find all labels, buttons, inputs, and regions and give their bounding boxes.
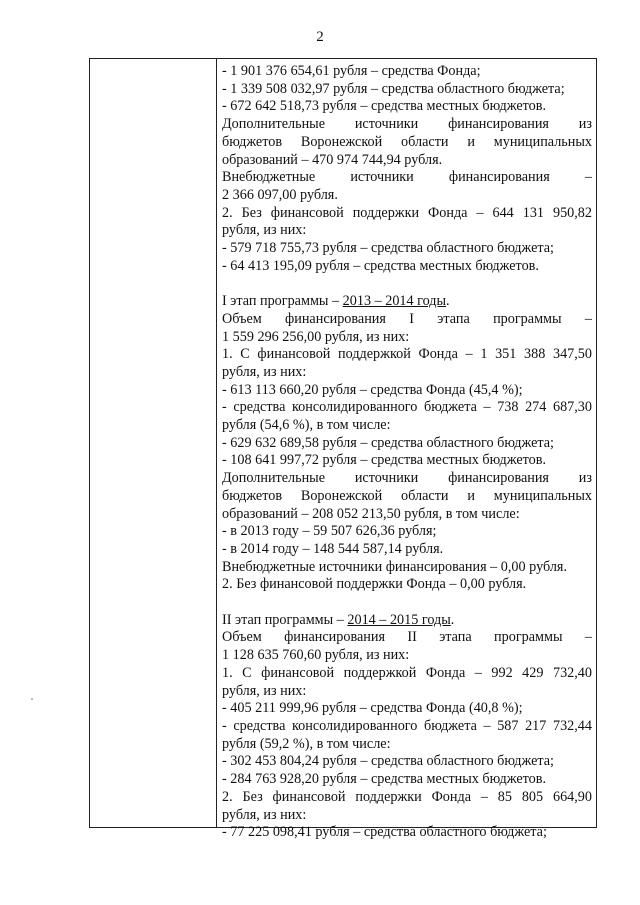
table-right-column xyxy=(217,59,596,841)
text-line: бюджетов Воронежской области и муниципальных xyxy=(222,133,592,150)
heading-period: 2014 – 2015 годы xyxy=(347,611,451,628)
text-line: - 77 225 098,41 рубля – средства областного бюджета; xyxy=(222,824,547,841)
text-line: - средства консолидированного бюджета – 587 217 732,44 xyxy=(222,717,592,734)
text-line: рубля, из них: xyxy=(222,222,307,239)
text-line: - 1 901 376 654,61 рубля – средства Фонда; xyxy=(222,63,481,79)
text-line: - 629 632 689,58 рубля – средства областного бюджета; xyxy=(222,434,554,451)
text-line: - 302 453 804,24 рубля – средства областного бюджета; xyxy=(222,753,554,770)
financing-table xyxy=(89,58,597,841)
text-line: - 284 763 928,20 рубля – средства местных бюджетов. xyxy=(222,771,547,788)
heading-text: II этап программы – xyxy=(222,611,348,628)
text-line: 1. С финансовой поддержкой Фонда – 992 429 732,40 xyxy=(222,664,592,681)
text-line: Объем финансирования II этапа программы – xyxy=(222,629,592,646)
text-line: 1 128 635 760,60 рубля, из них: xyxy=(222,647,410,664)
text-line: 2. Без финансовой поддержки Фонда – 85 805 664,90 xyxy=(222,788,592,805)
table-left-column xyxy=(90,59,217,827)
text-line: 1. С финансовой поддержкой Фонда – 1 351 388 347,50 xyxy=(222,346,592,363)
text-line: - 613 113 660,20 рубля – средства Фонда (45,4 %); xyxy=(222,381,523,398)
text-line: - 64 413 195,09 рубля – средства местных бюджетов. xyxy=(222,257,539,274)
heading-period: 2013 – 2014 годы xyxy=(342,293,447,310)
text-line: - 1 339 508 032,97 рубля – средства областного бюджета; xyxy=(222,80,565,97)
text-line: - 108 641 997,72 рубля – средства местных бюджетов. xyxy=(222,452,547,469)
section-heading xyxy=(222,612,592,630)
text-line: рубля, из них: xyxy=(222,363,307,380)
text-line: Дополнительные источники финансирования из xyxy=(222,116,592,133)
text-line: рубля, из них: xyxy=(222,806,307,823)
text-line: Внебюджетные источники финансирования – xyxy=(222,169,592,186)
heading-text: . xyxy=(446,293,450,310)
text-line: Объем финансирования I этапа программы – xyxy=(222,310,592,327)
text-line: 2. Без финансовой поддержки Фонда – 0,00 рубля. xyxy=(222,576,527,593)
text-line: образований – 470 974 744,94 рубля. xyxy=(222,151,443,168)
blank-line xyxy=(222,275,592,293)
blank-line xyxy=(222,594,592,612)
text-line: 2. Без финансовой поддержки Фонда – 644 131 950,82 xyxy=(222,204,592,221)
text-line: - в 2013 году – 59 507 626,36 рубля; xyxy=(222,523,437,540)
text-line: - 672 642 518,73 рубля – средства местных бюджетов. xyxy=(222,98,547,115)
text-line: 1 559 296 256,00 рубля, из них: xyxy=(222,328,410,345)
text-line: - средства консолидированного бюджета – 738 274 687,30 xyxy=(222,399,592,416)
heading-text: I этап программы – xyxy=(222,293,343,310)
text-line: - 579 718 755,73 рубля – средства областного бюджета; xyxy=(222,240,554,257)
text-line: 2 366 097,00 рубля. xyxy=(222,186,338,203)
heading-text: . xyxy=(450,611,455,628)
page-number: 2 xyxy=(316,29,324,45)
section-heading xyxy=(222,293,592,311)
text-line: образований – 208 052 213,50 рубля, в том числе: xyxy=(222,505,520,522)
text-line: Дополнительные источники финансирования из xyxy=(222,470,592,487)
text-line: рубля (54,6 %), в том числе: xyxy=(222,417,391,434)
text-line: рубля (59,2 %), в том числе: xyxy=(222,735,391,752)
text-line: бюджетов Воронежской области и муниципальных xyxy=(222,487,592,504)
text-line: - 405 211 999,96 рубля – средства Фонда (40,8 %); xyxy=(222,700,523,717)
text-line: - в 2014 году – 148 544 587,14 рубля. xyxy=(222,540,444,557)
text-line: рубля, из них: xyxy=(222,682,307,699)
scan-artifact xyxy=(31,698,33,700)
text-line: Внебюджетные источники финансирования – 0,00 рубля. xyxy=(222,558,567,575)
